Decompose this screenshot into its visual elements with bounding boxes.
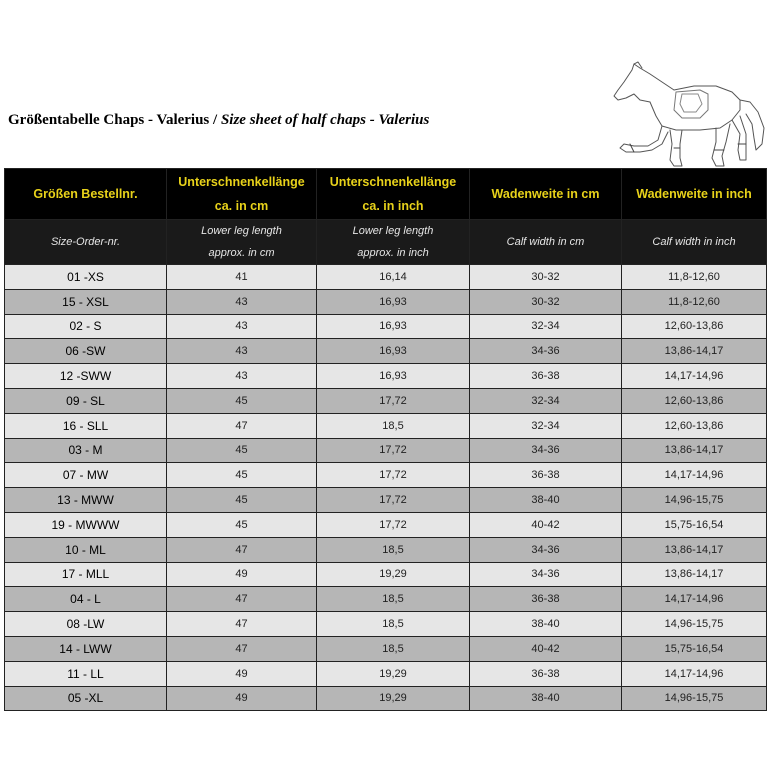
table-row [5, 661, 767, 686]
cell-leg-length-inch: 16,93 [317, 364, 470, 389]
cell-calf-width-cm: 38-40 [470, 612, 622, 637]
cell-size-order: 17 - MLL [5, 562, 167, 587]
cell-leg-length-cm: 45 [167, 488, 317, 513]
cell-leg-length-inch: 19,29 [317, 686, 470, 711]
cell-leg-length-cm: 49 [167, 562, 317, 587]
table-row [5, 587, 767, 612]
table-row [5, 512, 767, 537]
cell-calf-width-inch: 14,96-15,75 [622, 488, 767, 513]
cell-leg-length-cm: 45 [167, 512, 317, 537]
cell-calf-width-inch: 15,75-16,54 [622, 636, 767, 661]
cell-calf-width-inch: 13,86-14,17 [622, 339, 767, 364]
cell-leg-length-cm: 43 [167, 314, 317, 339]
cell-leg-length-inch: 17,72 [317, 488, 470, 513]
cell-calf-width-cm: 40-42 [470, 636, 622, 661]
cell-leg-length-inch: 17,72 [317, 463, 470, 488]
cell-leg-length-cm: 43 [167, 289, 317, 314]
cell-leg-length-cm: 47 [167, 612, 317, 637]
cell-leg-length-cm: 47 [167, 587, 317, 612]
cell-calf-width-cm: 36-38 [470, 364, 622, 389]
table-row [5, 388, 767, 413]
cell-leg-length-inch: 18,5 [317, 413, 470, 438]
cell-calf-width-inch: 14,17-14,96 [622, 364, 767, 389]
cell-size-order: 19 - MWWW [5, 512, 167, 537]
cell-size-order: 01 -XS [5, 265, 167, 290]
header-calf-inch-en: Calf width in inch [622, 220, 767, 265]
cell-calf-width-cm: 36-38 [470, 463, 622, 488]
title-english: Size sheet of half chaps - Valerius [220, 112, 430, 128]
cell-calf-width-inch: 15,75-16,54 [622, 512, 767, 537]
cell-size-order: 05 -XL [5, 686, 167, 711]
cell-calf-width-inch: 12,60-13,86 [622, 388, 767, 413]
cell-calf-width-cm: 34-36 [470, 537, 622, 562]
horse-illustration [604, 60, 768, 170]
cell-leg-length-inch: 19,29 [317, 562, 470, 587]
cell-size-order: 13 - MWW [5, 488, 167, 513]
header-calf-cm-de: Wadenweite in cm [470, 169, 622, 220]
cell-size-order: 10 - ML [5, 537, 167, 562]
cell-size-order: 11 - LL [5, 661, 167, 686]
table-row [5, 636, 767, 661]
cell-leg-length-inch: 18,5 [317, 612, 470, 637]
cell-size-order: 09 - SL [5, 388, 167, 413]
cell-calf-width-inch: 11,8-12,60 [622, 289, 767, 314]
cell-size-order: 03 - M [5, 438, 167, 463]
cell-calf-width-inch: 13,86-14,17 [622, 562, 767, 587]
table-body [5, 265, 767, 711]
cell-calf-width-cm: 38-40 [470, 488, 622, 513]
header-row-german [5, 169, 767, 220]
table-row [5, 265, 767, 290]
cell-leg-length-cm: 43 [167, 339, 317, 364]
cell-size-order: 04 - L [5, 587, 167, 612]
cell-leg-length-inch: 17,72 [317, 388, 470, 413]
cell-calf-width-cm: 30-32 [470, 265, 622, 290]
cell-size-order: 16 - SLL [5, 413, 167, 438]
cell-size-order: 07 - MW [5, 463, 167, 488]
cell-calf-width-inch: 12,60-13,86 [622, 314, 767, 339]
cell-calf-width-cm: 32-34 [470, 314, 622, 339]
cell-calf-width-cm: 32-34 [470, 413, 622, 438]
table-row [5, 314, 767, 339]
table-row [5, 562, 767, 587]
cell-leg-length-inch: 16,93 [317, 314, 470, 339]
header-leg-length-cm-en: Lower leg length approx. in cm [167, 220, 317, 265]
table-row [5, 438, 767, 463]
cell-leg-length-cm: 47 [167, 413, 317, 438]
cell-calf-width-inch: 13,86-14,17 [622, 438, 767, 463]
cell-calf-width-cm: 32-34 [470, 388, 622, 413]
header-calf-cm-en: Calf width in cm [470, 220, 622, 265]
table-row [5, 413, 767, 438]
cell-leg-length-cm: 41 [167, 265, 317, 290]
cell-calf-width-cm: 34-36 [470, 438, 622, 463]
cell-size-order: 15 - XSL [5, 289, 167, 314]
cell-size-order: 12 -SWW [5, 364, 167, 389]
cell-leg-length-inch: 18,5 [317, 537, 470, 562]
table-row [5, 339, 767, 364]
size-table [4, 168, 767, 711]
cell-calf-width-cm: 34-36 [470, 339, 622, 364]
header-leg-length-inch-en: Lower leg length approx. in inch [317, 220, 470, 265]
header-size-order-de: Größen Bestellnr. [5, 169, 167, 220]
cell-leg-length-cm: 47 [167, 636, 317, 661]
cell-calf-width-cm: 36-38 [470, 587, 622, 612]
table-row [5, 364, 767, 389]
cell-leg-length-cm: 45 [167, 463, 317, 488]
cell-leg-length-inch: 17,72 [317, 438, 470, 463]
cell-size-order: 06 -SW [5, 339, 167, 364]
table-row [5, 686, 767, 711]
cell-leg-length-inch: 18,5 [317, 636, 470, 661]
cell-calf-width-cm: 36-38 [470, 661, 622, 686]
cell-leg-length-inch: 16,14 [317, 265, 470, 290]
table-row [5, 488, 767, 513]
page-title [8, 112, 429, 129]
header-calf-inch-de: Wadenweite in inch [622, 169, 767, 220]
cell-calf-width-inch: 14,96-15,75 [622, 686, 767, 711]
cell-calf-width-inch: 14,17-14,96 [622, 661, 767, 686]
cell-leg-length-cm: 49 [167, 686, 317, 711]
cell-calf-width-cm: 30-32 [470, 289, 622, 314]
cell-calf-width-inch: 12,60-13,86 [622, 413, 767, 438]
cell-leg-length-inch: 19,29 [317, 661, 470, 686]
header-size-order-en: Size-Order-nr. [5, 220, 167, 265]
cell-calf-width-inch: 14,17-14,96 [622, 463, 767, 488]
cell-calf-width-inch: 11,8-12,60 [622, 265, 767, 290]
cell-leg-length-inch: 17,72 [317, 512, 470, 537]
table-row [5, 537, 767, 562]
cell-calf-width-inch: 14,96-15,75 [622, 612, 767, 637]
table-row [5, 612, 767, 637]
cell-size-order: 14 - LWW [5, 636, 167, 661]
cell-leg-length-cm: 47 [167, 537, 317, 562]
cell-calf-width-inch: 14,17-14,96 [622, 587, 767, 612]
cell-calf-width-cm: 40-42 [470, 512, 622, 537]
cell-leg-length-cm: 45 [167, 438, 317, 463]
title-german: Größentabelle Chaps - Valerius / [8, 112, 221, 128]
table-row [5, 289, 767, 314]
header-leg-length-cm-de: Unterschnenkellänge ca. in cm [167, 169, 317, 220]
cell-leg-length-inch: 16,93 [317, 339, 470, 364]
cell-size-order: 02 - S [5, 314, 167, 339]
header-leg-length-inch-de: Unterschnenkellänge ca. in inch [317, 169, 470, 220]
cell-leg-length-cm: 49 [167, 661, 317, 686]
cell-leg-length-inch: 16,93 [317, 289, 470, 314]
cell-leg-length-cm: 43 [167, 364, 317, 389]
cell-leg-length-cm: 45 [167, 388, 317, 413]
cell-size-order: 08 -LW [5, 612, 167, 637]
cell-calf-width-cm: 34-36 [470, 562, 622, 587]
header-row-english [5, 220, 767, 265]
cell-leg-length-inch: 18,5 [317, 587, 470, 612]
cell-calf-width-cm: 38-40 [470, 686, 622, 711]
cell-calf-width-inch: 13,86-14,17 [622, 537, 767, 562]
table-row [5, 463, 767, 488]
